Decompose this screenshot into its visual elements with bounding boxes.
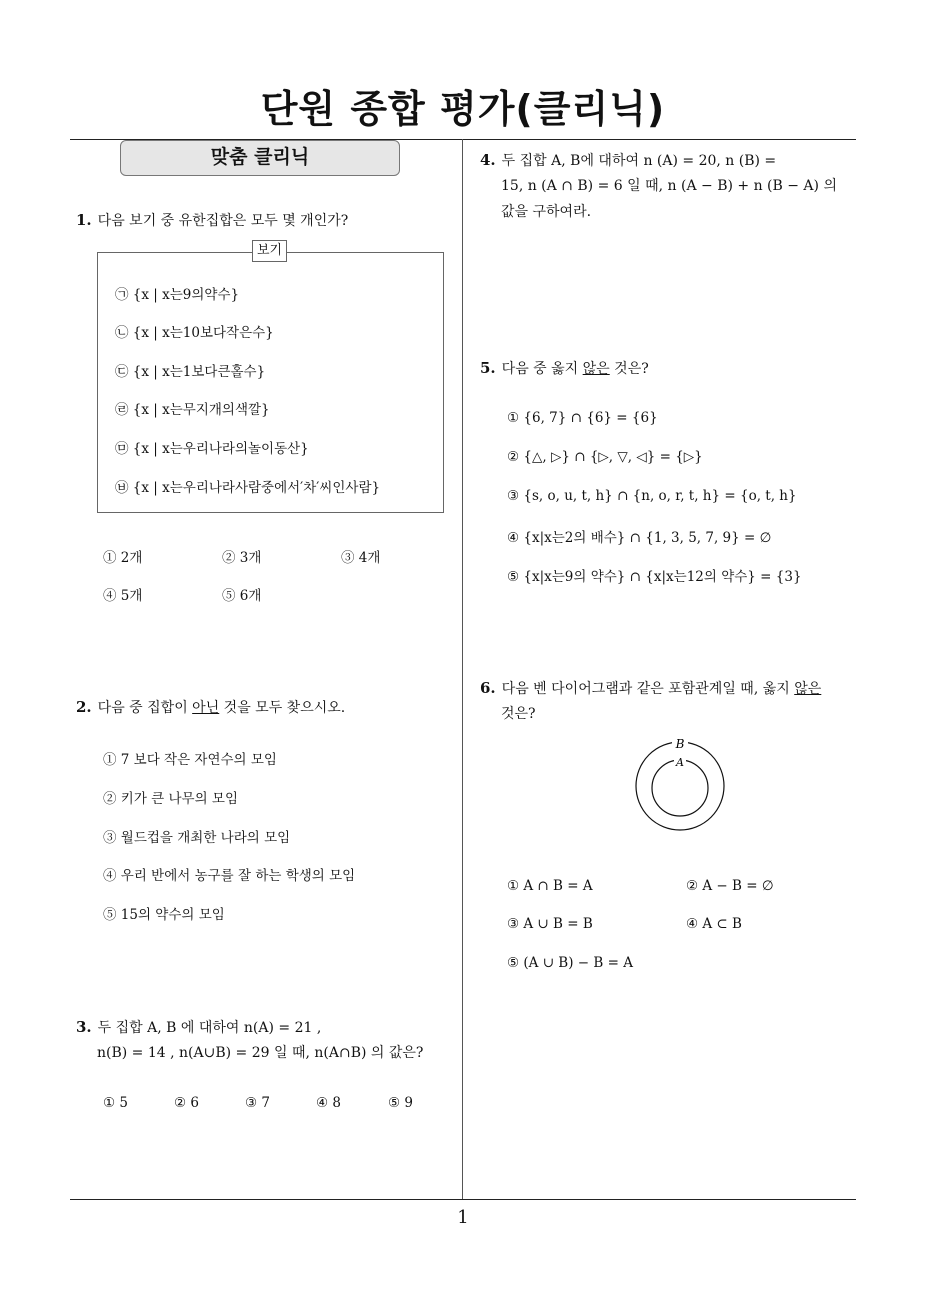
example-item: ㉡ {x | x는10보다작은수} — [115, 325, 274, 341]
answer-option[interactable]: ② 6 — [174, 1095, 199, 1111]
question-3-number: 3. — [76, 1018, 92, 1036]
answer-option[interactable]: ④ 5개 — [103, 588, 143, 604]
answer-option[interactable]: ⑤ 9 — [388, 1095, 413, 1111]
page-number: 1 — [457, 1207, 469, 1228]
question-1-number: 1. — [76, 211, 92, 229]
section-badge: 맞춤 클리닉 — [120, 140, 400, 176]
question-5-underlined: 않은 — [582, 361, 610, 377]
answer-option[interactable]: ② {△, ▷} ∩ {▷, ▽, ◁} = {▷} — [507, 449, 703, 465]
example-item: ㉥ {x | x는우리나라사람중에서′차′씨인사람} — [115, 480, 381, 496]
answer-option[interactable]: ③ {s, o, u, t, h} ∩ {n, o, r, t, h} = {o, t, h} — [507, 488, 797, 504]
venn-diagram — [630, 736, 730, 832]
question-4-number: 4. — [480, 151, 496, 169]
question-6 — [480, 676, 821, 701]
example-item: ㉤ {x | x는우리나라의놀이동산} — [115, 441, 309, 457]
answer-option[interactable]: ② 키가 큰 나무의 모임 — [103, 791, 238, 807]
answer-option[interactable]: ① 5 — [103, 1095, 128, 1111]
answer-option[interactable]: ① 7 보다 작은 자연수의 모임 — [103, 752, 277, 768]
answer-option[interactable]: ② 3개 — [222, 550, 262, 566]
question-2-number: 2. — [76, 698, 92, 716]
page-title: 단원 종합 평가(클리닉) — [260, 87, 666, 131]
question-2-text-end: 것을 모두 찾으시오. — [219, 700, 346, 716]
question-5-number: 5. — [480, 359, 496, 377]
answer-option[interactable]: ④ A ⊂ B — [686, 916, 742, 932]
answer-option[interactable]: ③ A ∪ B = B — [507, 916, 593, 932]
question-4 — [480, 148, 776, 173]
question-5-text-end: 것은? — [609, 361, 649, 377]
column-divider — [462, 139, 463, 1200]
question-1 — [76, 208, 348, 233]
question-3 — [76, 1015, 321, 1040]
bottom-rule — [70, 1199, 856, 1200]
answer-option[interactable]: ① 2개 — [103, 550, 143, 566]
question-4-line2: 15, n (A ∩ B) = 6 일 때, n (A − B) + n (B − A) 의 — [501, 178, 837, 194]
answer-option[interactable]: ⑤ 6개 — [222, 588, 262, 604]
example-item: ㉢ {x | x는1보다큰홀수} — [115, 364, 266, 380]
example-item: ㉣ {x | x는무지개의색깔} — [115, 402, 270, 418]
answer-option[interactable]: ④ 우리 반에서 농구를 잘 하는 학생의 모임 — [103, 868, 356, 884]
answer-option[interactable]: ② A − B = ∅ — [686, 878, 774, 894]
question-6-underlined: 않은 — [794, 681, 822, 697]
question-3-text: 두 집합 A, B 에 대하여 n(A) = 21 , — [97, 1020, 322, 1036]
answer-option[interactable]: ③ 7 — [245, 1095, 270, 1111]
question-6-line2: 것은? — [501, 706, 536, 722]
question-2-text: 다음 중 집합이 — [97, 700, 193, 716]
answer-option[interactable]: ⑤ {x|x는9의 약수} ∩ {x|x는12의 약수} = {3} — [507, 569, 802, 585]
answer-option[interactable]: ④ {x|x는2의 배수} ∩ {1, 3, 5, 7, 9} = ∅ — [507, 530, 772, 546]
question-6-number: 6. — [480, 679, 496, 697]
example-item: ㉠ {x | x는9의약수} — [115, 287, 240, 303]
question-3-line2: n(B) = 14 , n(A∪B) = 29 일 때, n(A∩B) 의 값은? — [97, 1045, 424, 1061]
answer-option[interactable]: ③ 월드컵을 개최한 나라의 모임 — [103, 830, 291, 846]
question-5-text: 다음 중 옳지 — [501, 361, 583, 377]
question-2-underlined: 아닌 — [192, 700, 220, 716]
answer-option[interactable]: ⑤ 15의 약수의 모임 — [103, 907, 225, 923]
question-5 — [480, 356, 649, 381]
answer-option[interactable]: ⑤ (A ∪ B) − B = A — [507, 955, 633, 971]
question-4-line3: 값을 구하여라. — [501, 204, 592, 220]
example-box-label: 보기 — [252, 240, 287, 262]
question-4-text: 두 집합 A, B에 대하여 n (A) = 20, n (B) = — [501, 153, 777, 169]
answer-option[interactable]: ① {6, 7} ∩ {6} = {6} — [507, 410, 658, 426]
venn-outer-label: B — [675, 737, 685, 751]
answer-option[interactable]: ③ 4개 — [341, 550, 381, 566]
question-1-text: 다음 보기 중 유한집합은 모두 몇 개인가? — [97, 213, 349, 229]
answer-option[interactable]: ④ 8 — [316, 1095, 341, 1111]
question-2 — [76, 695, 345, 720]
question-6-text: 다음 벤 다이어그램과 같은 포함관계일 때, 옳지 — [501, 681, 795, 697]
venn-inner-label: A — [676, 756, 684, 769]
answer-option[interactable]: ① A ∩ B = A — [507, 878, 593, 894]
